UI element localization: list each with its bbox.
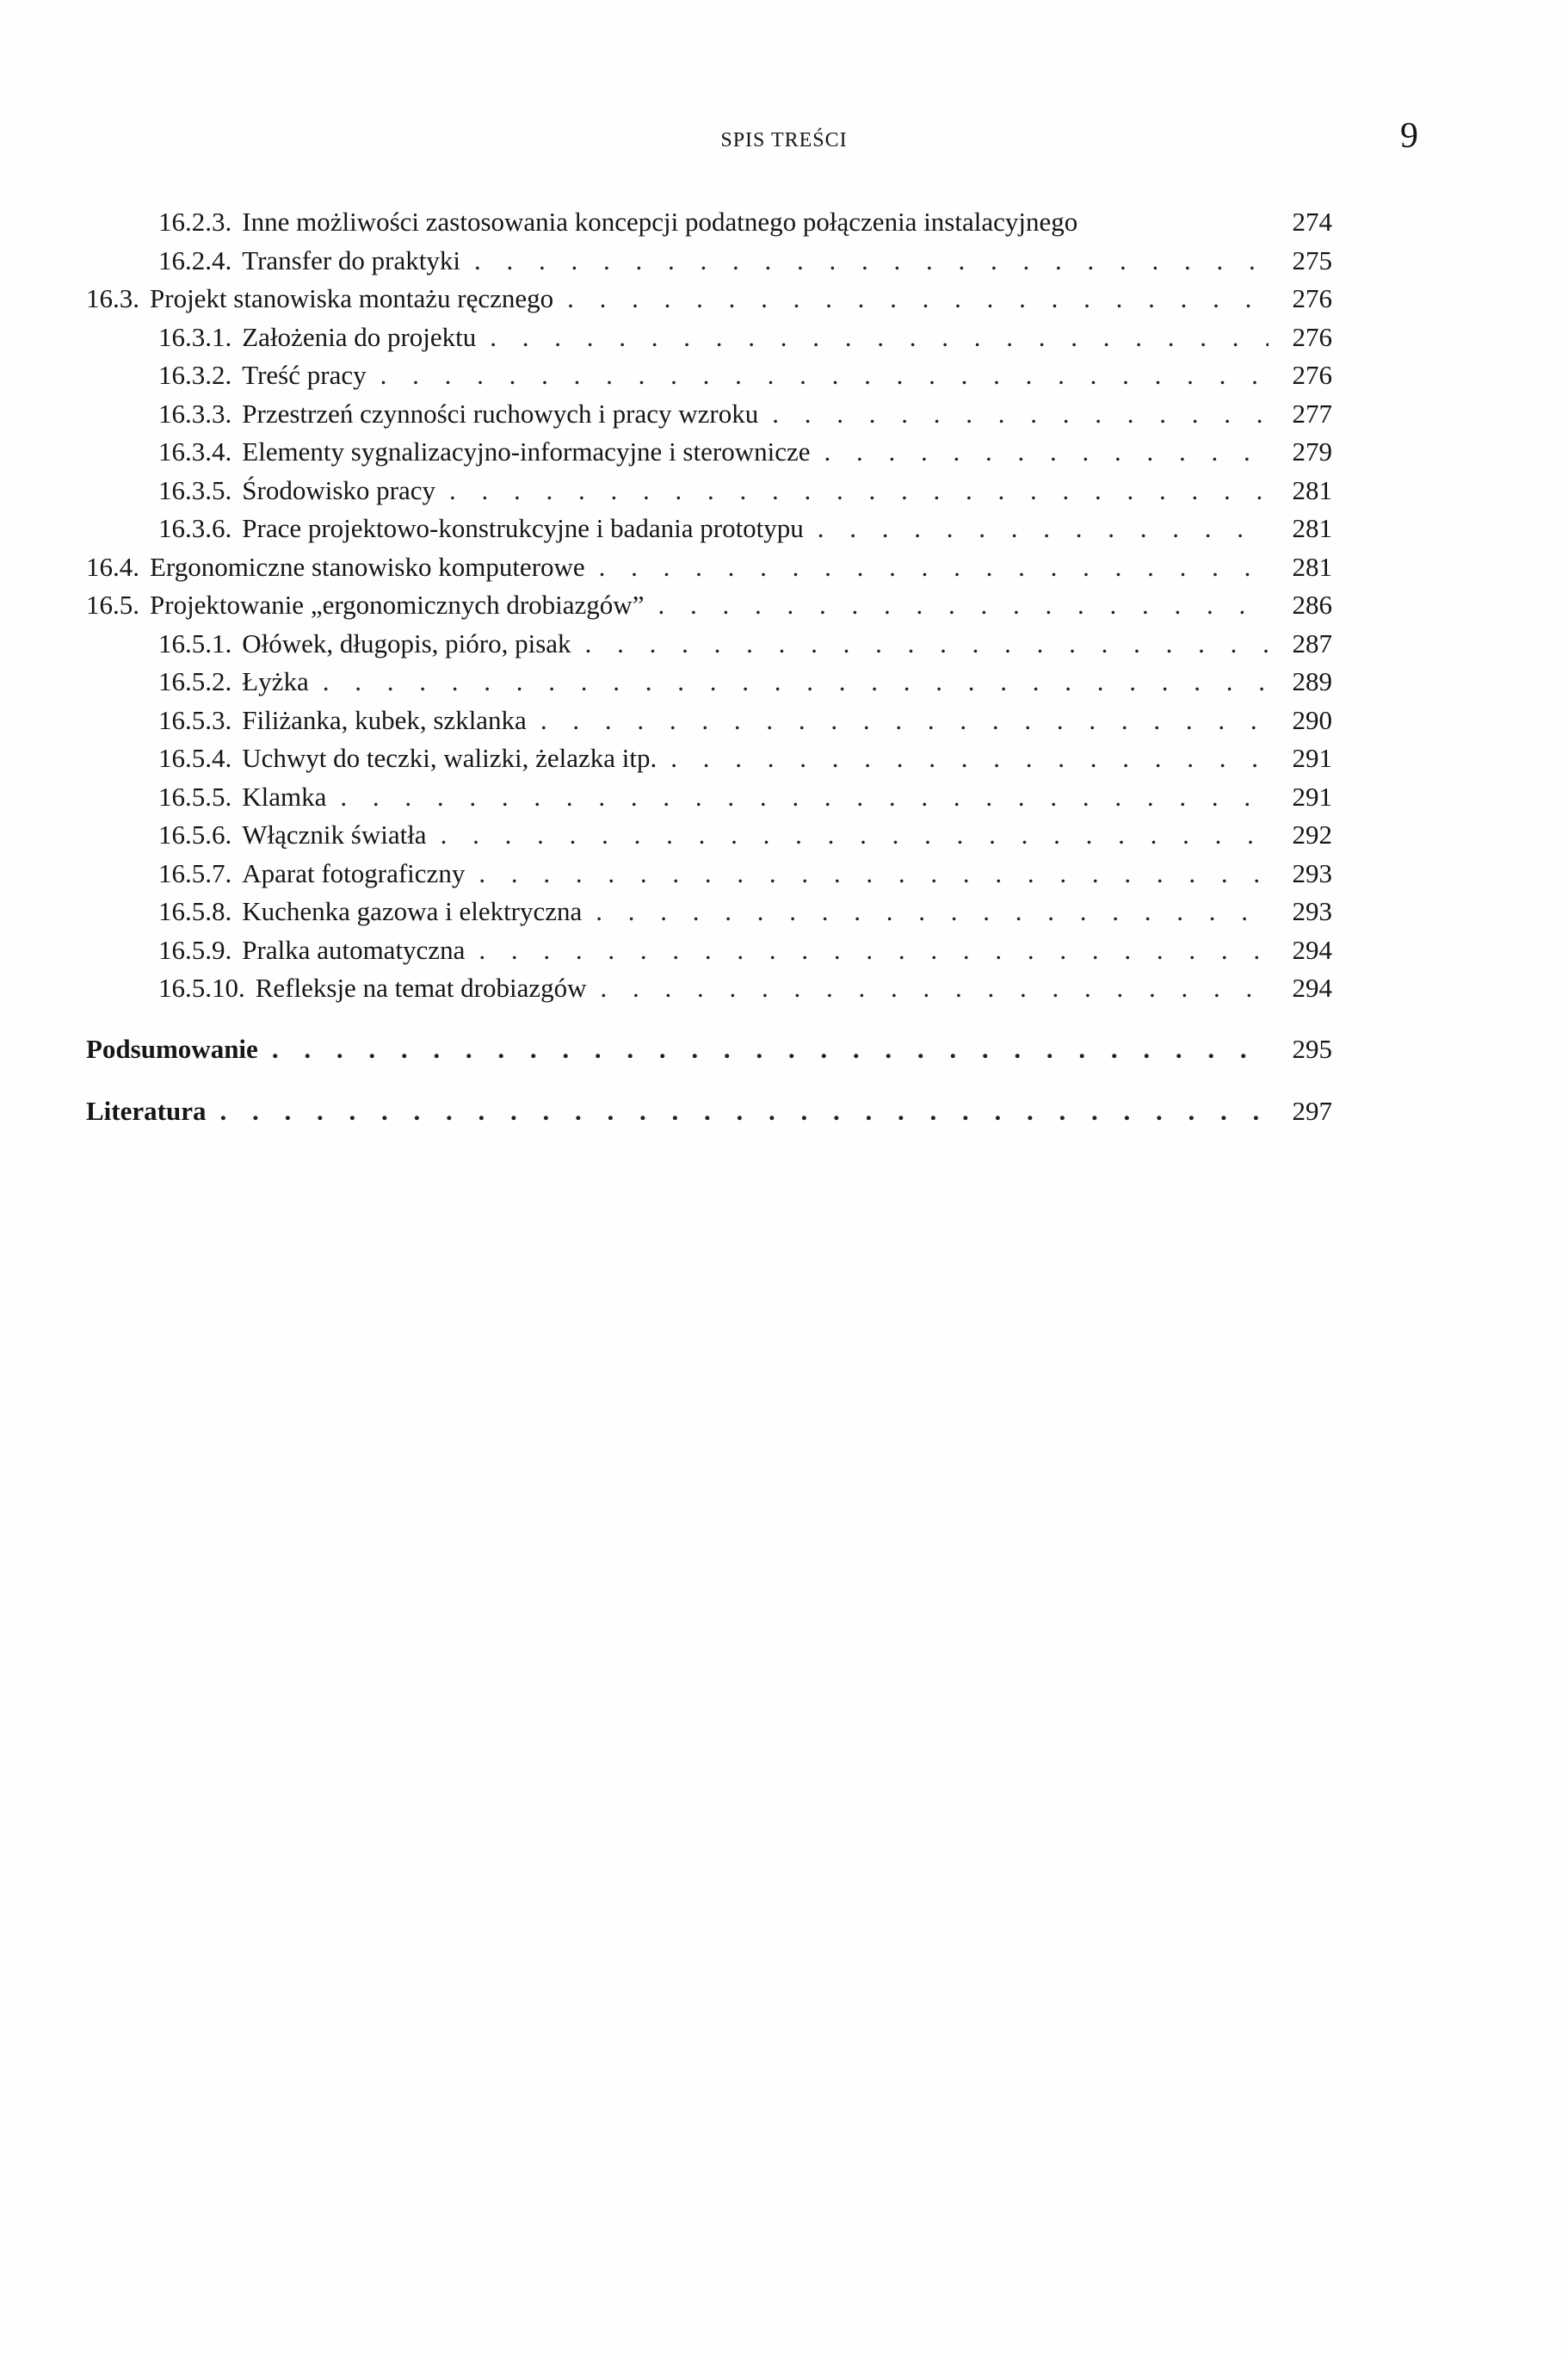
toc-entry-number: 16.3.4. [158,436,232,467]
toc-dot-leader [380,356,1269,395]
toc-entry-page: 281 [1292,513,1332,543]
toc-entry-title: Prace projektowo-konstrukcyjne i badania prototypu [242,513,804,543]
toc-entry-title: Elementy sygnalizacyjno-informacyjne i sterownicze [242,436,811,467]
toc-entry-number: 16.5.3. [158,704,232,735]
toc-entry-page: 293 [1292,896,1332,926]
toc-entry [86,318,1332,357]
toc-entry [86,586,1332,625]
toc-dot-leader [824,433,1269,472]
toc-entry-number: 16.5.10. [158,973,245,1003]
toc-entry-number: 16.2.3. [158,207,232,237]
toc-entry-title: Filiżanka, kubek, szklanka [242,704,527,735]
toc-entry-page: 277 [1292,398,1332,429]
page-number: 9 [1400,116,1418,156]
toc-entry [86,510,1332,548]
toc-entry-page: 276 [1292,360,1332,390]
toc-entry [86,855,1332,894]
toc-entry-title: Aparat fotograficzny [242,857,466,888]
toc-dot-leader [670,739,1269,778]
toc-entry [86,280,1332,318]
toc-entry [86,778,1332,817]
toc-entry-number: 16.5. [86,590,139,620]
toc-entry-title: Ołówek, długopis, pióro, pisak [242,628,571,659]
toc-entry-title: Założenia do projektu [242,321,477,352]
toc-entry-number: 16.4. [86,551,139,582]
toc-dot-leader [272,1018,1269,1080]
toc-entry-page: 275 [1292,244,1332,275]
toc-entry-number: 16.3.3. [158,398,232,429]
toc-entry [86,203,1332,242]
toc-dot-leader [567,280,1269,318]
table-of-contents [86,203,1332,1142]
toc-entry-page: 290 [1292,704,1332,735]
toc-dot-leader [657,586,1269,625]
toc-entry [86,893,1332,931]
toc-dot-leader [474,242,1269,281]
toc-major-title: Literatura [86,1095,207,1126]
toc-entry [86,548,1332,587]
toc-entry-number: 16.5.8. [158,896,232,926]
toc-entry-number: 16.5.9. [158,934,232,965]
toc-major-page: 297 [1292,1095,1332,1126]
toc-major-entry [86,1018,1332,1080]
toc-entry-number: 16.3. [86,283,139,313]
toc-entry-number: 16.5.6. [158,819,232,850]
toc-entry-number: 16.3.1. [158,321,232,352]
toc-entry-page: 281 [1292,474,1332,505]
toc-entry [86,663,1332,702]
toc-major-title: Podsumowanie [86,1033,258,1064]
toc-entry-page: 289 [1292,666,1332,696]
toc-major-page: 295 [1292,1033,1332,1064]
toc-entry-title: Przestrzeń czynności ruchowych i pracy wzroku [242,398,759,429]
toc-major-entry [86,1080,1332,1142]
toc-entry-title: Środowisko pracy [242,474,435,505]
toc-dot-leader [478,855,1269,894]
toc-dot-leader [340,778,1269,817]
toc-dot-leader [596,893,1269,931]
toc-entry-number: 16.5.5. [158,781,232,812]
toc-dot-leader [772,395,1269,434]
toc-entry-title: Refleksje na temat drobiazgów [255,973,587,1003]
toc-entry-number: 16.3.6. [158,513,232,543]
toc-dot-leader [478,931,1269,970]
toc-dot-leader [601,969,1269,1008]
toc-entry [86,433,1332,472]
toc-entry-page: 292 [1292,819,1332,850]
toc-entry-title: Klamka [242,781,327,812]
toc-dot-leader [323,663,1269,702]
toc-entry-title: Kuchenka gazowa i elektryczna [242,896,583,926]
toc-entry [86,356,1332,395]
toc-entry-title: Projektowanie „ergonomicznych drobiazgów” [150,590,645,620]
toc-entry-page: 281 [1292,551,1332,582]
toc-entry [86,969,1332,1008]
toc-entry-page: 287 [1292,628,1332,659]
toc-entry-page: 291 [1292,743,1332,773]
toc-entry-title: Treść pracy [242,360,367,390]
toc-entry-title: Inne możliwości zastosowania koncepcji podatnego połączenia instalacyjnego [242,207,1078,237]
toc-entry [86,931,1332,970]
toc-dot-leader [818,510,1269,548]
toc-entry-number: 16.3.5. [158,474,232,505]
toc-entry [86,739,1332,778]
toc-dot-leader [219,1080,1269,1142]
toc-entry-title: Projekt stanowiska montażu ręcznego [150,283,554,313]
toc-entry [86,395,1332,434]
toc-entry-title: Uchwyt do teczki, walizki, żelazka itp. [242,743,657,773]
toc-entry [86,242,1332,281]
toc-entry-number: 16.2.4. [158,244,232,275]
toc-entry-title: Łyżka [242,666,309,696]
toc-dot-leader [585,625,1269,664]
toc-dot-leader [490,318,1269,357]
toc-entry-page: 276 [1292,321,1332,352]
toc-entry-page: 279 [1292,436,1332,467]
toc-entry [86,816,1332,855]
toc-entry-title: Pralka automatyczna [242,934,466,965]
toc-entry-number: 16.5.1. [158,628,232,659]
toc-entry [86,472,1332,510]
toc-entry-number: 16.5.4. [158,743,232,773]
toc-entry-page: 294 [1292,973,1332,1003]
toc-entry-title: Ergonomiczne stanowisko komputerowe [150,551,585,582]
toc-entry-number: 16.5.2. [158,666,232,696]
toc-entry [86,702,1332,740]
toc-entry-title: Włącznik światła [242,819,427,850]
toc-entry-page: 286 [1292,590,1332,620]
toc-entry [86,625,1332,664]
toc-entry-page: 294 [1292,934,1332,965]
toc-entry-title: Transfer do praktyki [242,244,460,275]
toc-entry-number: 16.5.7. [158,857,232,888]
toc-dot-leader [449,472,1269,510]
toc-entry-page: 276 [1292,283,1332,313]
running-head: SPIS TREŚCI [720,129,848,152]
toc-entry-page: 291 [1292,781,1332,812]
toc-entry-page: 274 [1292,207,1332,237]
toc-entry-page: 293 [1292,857,1332,888]
toc-entry-number: 16.3.2. [158,360,232,390]
toc-dot-leader [540,702,1269,740]
toc-dot-leader [441,816,1269,855]
toc-dot-leader [599,548,1269,587]
